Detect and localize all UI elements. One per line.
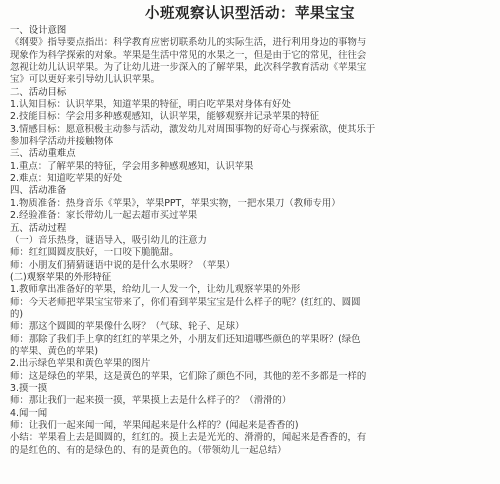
text-line: 师：红红圆圆皮肤好，一口咬下脆脆甜。 bbox=[10, 247, 179, 259]
section-heading: 五、活动过程 bbox=[10, 222, 67, 234]
text-line: 1.物质准备：热身音乐《苹果》，苹果PPT，苹果实物，一把水果刀（教师专用） bbox=[10, 197, 341, 209]
text-line: 3.摸一摸 bbox=[10, 382, 48, 394]
document-body bbox=[10, 25, 490, 457]
section-heading: 二、活动目标 bbox=[10, 86, 67, 98]
text-line: 2.难点：知道吃苹果的好处 bbox=[10, 173, 123, 185]
text-line: 2.技能目标：学会用多种感观感知，认识苹果，能够观察并记录苹果的特征 bbox=[10, 111, 319, 123]
text-line: 师：那除了我们手上拿的红红的苹果之外，小朋友们还知道哪些颜色的苹果呀？(绿色 bbox=[10, 333, 361, 345]
text-line: 师：这是绿色的苹果，这是黄色的苹果，它们除了颜色不同，其他的差不多都是一样的 bbox=[10, 370, 367, 382]
text-line: 现象作为科学探索的对象。苹果是生活中常见的水果之一，但是由于它的常见，往往会 bbox=[10, 49, 367, 61]
text-line: 忽视让幼儿认识苹果。为了让幼儿进一步深入的了解苹果，此次科学教育活动《苹果宝 bbox=[10, 62, 367, 74]
text-line: （一）音乐热身，谜语导入，吸引幼儿的注意力 bbox=[10, 234, 207, 246]
text-line: 1.认知目标：认识苹果，知道苹果的特征，明白吃苹果对身体有好处 bbox=[10, 99, 291, 111]
text-line: 4.闻一闻 bbox=[10, 407, 48, 419]
text-line: 师：今天老师把苹果宝宝带来了，你们看到苹果宝宝是什么样子的呢？(红红的、圆圆 bbox=[10, 296, 361, 308]
text-line: 2.出示绿色苹果和黄色苹果的图片 bbox=[10, 358, 151, 370]
section-heading: (二)观察苹果的外形特征 bbox=[10, 271, 112, 283]
section-heading: 一、设计意图 bbox=[10, 25, 67, 36]
text-line: 小结：苹果看上去是圆圆的，红红的。摸上去是光光的、滑滑的，闻起来是香香的，有 bbox=[10, 432, 367, 444]
text-line: 的是红色的、有的是绿色的、有的是黄色的。（带领幼儿一起总结） bbox=[10, 444, 287, 456]
text-line: 师：小朋友们猜猜谜语中说的是什么水果呀？（苹果） bbox=[10, 259, 236, 271]
text-line: 师：那让我们一起来摸一摸，苹果摸上去是什么样子的？（滑滑的） bbox=[10, 395, 292, 407]
text-line: 师：那这个圆圆的苹果像什么呀？（气球、轮子、足球） bbox=[10, 321, 245, 333]
text-line: 参加科学活动并接触物体 bbox=[10, 136, 114, 148]
section-heading: 四、活动准备 bbox=[10, 185, 67, 197]
document-title: 小班观察认识型活动：苹果宝宝 bbox=[145, 6, 355, 22]
text-line: 1.教师拿出准备好的苹果，给幼儿一人发一个，让幼儿观察苹果的外形 bbox=[10, 284, 301, 296]
text-line: 师：让我们一起来闻一闻，苹果闻起来是什么样的？(闻起来是香香的) bbox=[10, 420, 299, 431]
text-line: 宝》可以更好来引导幼儿认识苹果。 bbox=[10, 74, 161, 86]
section-heading: 三、活动重难点 bbox=[10, 148, 76, 160]
text-line: 2.经验准备：家长带幼儿一起去超市买过苹果 bbox=[10, 210, 198, 222]
text-line: 《纲要》指导要点指出：科学教育应密切联系幼儿的实际生活，进行利用身边的事物与 bbox=[10, 37, 367, 49]
text-line: 的) bbox=[10, 308, 24, 320]
text-line: 3.情感目标：愿意积极主动参与活动，激发幼儿对周围事物的好奇心与探索欲，使其乐于 bbox=[10, 123, 376, 135]
text-line: 的苹果、黄色的苹果) bbox=[10, 345, 99, 357]
text-line: 1.重点：了解苹果的特征，学会用多种感观感知，认识苹果 bbox=[10, 160, 254, 172]
